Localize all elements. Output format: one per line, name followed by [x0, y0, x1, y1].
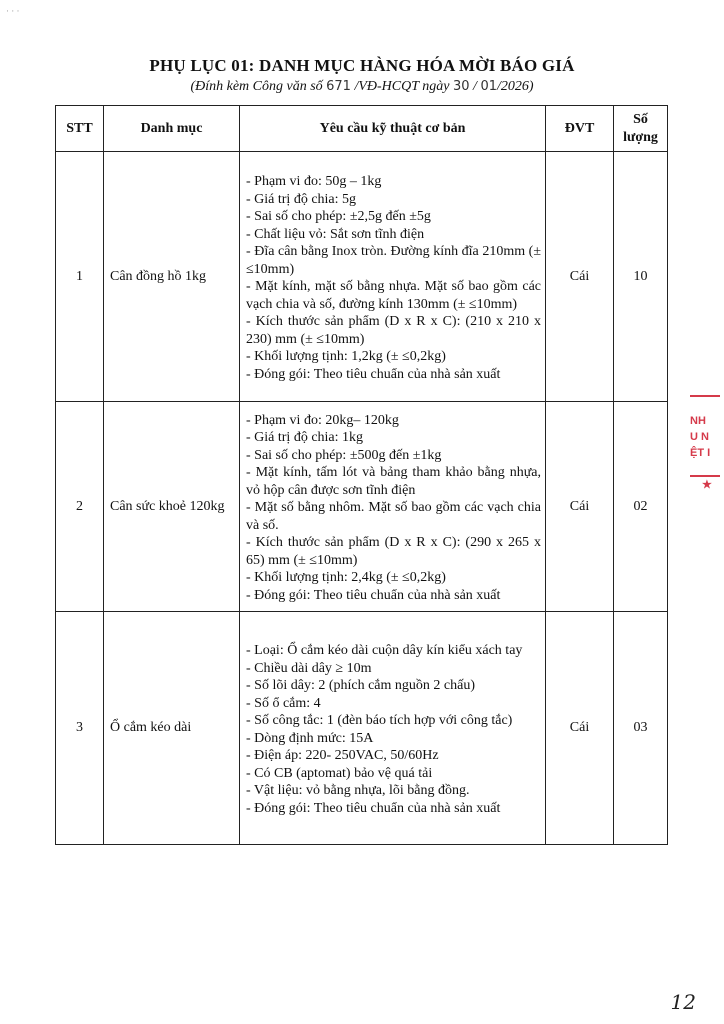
row-qty: 03	[614, 612, 668, 845]
col-header-stt: STT	[56, 106, 104, 152]
requirement-line: - Giá trị độ chia: 1kg	[246, 430, 364, 446]
row-stt: 3	[56, 612, 104, 845]
page-subtitle: (Đính kèm Công văn số 671 /VĐ-HCQT ngày 30 / 01/2026)	[190, 79, 534, 94]
requirement-line: - Kích thước sản phẩm (D x R x C): (210 x 210 x 230) mm (± ≤10mm)	[246, 314, 541, 347]
red-stamp-fragment	[690, 385, 724, 535]
scan-specks: · · ·	[6, 6, 20, 16]
requirement-line: - Mặt kính, mặt số bằng nhựa. Mặt số bao gồm các vạch chia và số, đường kính 130mm (± ≤10mm)	[246, 279, 541, 312]
row-stt: 2	[56, 402, 104, 612]
requirement-line: - Chiều dài dây ≥ 10m	[246, 660, 372, 676]
stamp-rule	[690, 395, 720, 397]
row-stt: 1	[56, 152, 104, 402]
table-header-row	[56, 106, 668, 152]
row-item-name: Ổ cắm kéo dài	[104, 612, 240, 845]
requirement-line: - Số lõi dây: 2 (phích cắm nguồn 2 chấu)	[246, 678, 476, 693]
row-unit: Cái	[546, 152, 614, 402]
page-title: PHỤ LỤC 01: DANH MỤC HÀNG HÓA MỜI BÁO GIÁ	[149, 56, 575, 75]
date-day: 30	[453, 79, 470, 94]
requirement-line: - Khối lượng tịnh: 2,4kg (± ≤0,2kg)	[246, 570, 446, 586]
col-header-requirements: Yêu cầu kỹ thuật cơ bản	[240, 106, 546, 152]
row-requirements	[240, 612, 546, 845]
star-icon: ★	[702, 479, 712, 491]
row-item-name: Cân sức khoẻ 120kg	[104, 402, 240, 612]
requirement-line: - Điện áp: 220- 250VAC, 50/60Hz	[246, 748, 439, 763]
row-unit: Cái	[546, 402, 614, 612]
row-item-name: Cân đồng hồ 1kg	[104, 152, 240, 402]
date-month: 01	[480, 79, 497, 94]
col-header-name: Danh mục	[104, 106, 240, 152]
requirement-line: - Đĩa cân bằng Inox tròn. Đường kính đĩa 210mm (± ≤10mm)	[246, 244, 541, 277]
requirement-line: - Khối lượng tịnh: 1,2kg (± ≤0,2kg)	[246, 349, 446, 364]
table-row	[56, 612, 668, 845]
requirement-line: - Mặt số bằng nhôm. Mặt số bao gồm các vạch chia và số.	[246, 500, 541, 533]
requirement-line: - Loại: Ổ cắm kéo dài cuộn dây kín kiểu xách tay	[246, 643, 523, 658]
requirement-line: - Kích thước sản phẩm (D x R x C): (290 x 265 x 65) mm (± ≤10mm)	[246, 535, 541, 568]
col-header-qty: Số lượng	[614, 106, 668, 152]
goods-table	[55, 105, 668, 845]
col-header-unit: ĐVT	[546, 106, 614, 152]
row-requirements	[240, 152, 546, 402]
requirement-line: - Số công tắc: 1 (đèn báo tích hợp với công tắc)	[246, 713, 513, 728]
requirement-line: - Dòng định mức: 15A	[246, 730, 374, 746]
row-qty: 02	[614, 402, 668, 612]
requirement-line: - Phạm vi đo: 20kg– 120kg	[246, 412, 399, 428]
requirement-line: - Đóng gói: Theo tiêu chuẩn của nhà sản xuất	[246, 800, 501, 816]
page-number: 12	[670, 990, 696, 1014]
date-year: /2026)	[496, 79, 534, 94]
requirement-line: - Sai số cho phép: ±2,5g đến ±5g	[246, 209, 431, 224]
requirement-line: - Mặt kính, tấm lót và bảng tham khảo bằng nhựa, vỏ hộp cân được sơn tĩnh điện	[246, 465, 541, 498]
requirement-line: - Đóng gói: Theo tiêu chuẩn của nhà sản xuất	[246, 587, 501, 603]
row-qty: 10	[614, 152, 668, 402]
row-requirements	[240, 402, 546, 612]
table-row	[56, 402, 668, 612]
subtitle-prefix: (Đính kèm Công văn số	[190, 79, 323, 94]
requirement-line: - Chất liệu vỏ: Sắt sơn tĩnh điện	[246, 226, 425, 242]
requirement-line: - Đóng gói: Theo tiêu chuẩn của nhà sản xuất	[246, 366, 501, 382]
row-unit: Cái	[546, 612, 614, 845]
requirement-line: - Có CB (aptomat) bảo vệ quá tải	[246, 765, 433, 781]
requirement-line: - Số ổ cắm: 4	[246, 695, 321, 711]
stamp-text-line: U N	[690, 431, 709, 443]
requirement-line: - Giá trị độ chia: 5g	[246, 191, 357, 207]
table-row	[56, 152, 668, 402]
doc-number: 671	[326, 79, 351, 94]
stamp-text-line: ỆT I	[690, 447, 711, 459]
subtitle-mid: /VĐ-HCQT ngày	[354, 79, 450, 94]
requirement-line: - Vật liệu: vỏ bằng nhựa, lõi bằng đồng.	[246, 783, 470, 798]
requirement-line: - Sai số cho phép: ±500g đến ±1kg	[246, 447, 442, 463]
stamp-text-line: NH	[690, 415, 706, 427]
requirement-line: - Phạm vi đo: 50g – 1kg	[246, 174, 382, 189]
